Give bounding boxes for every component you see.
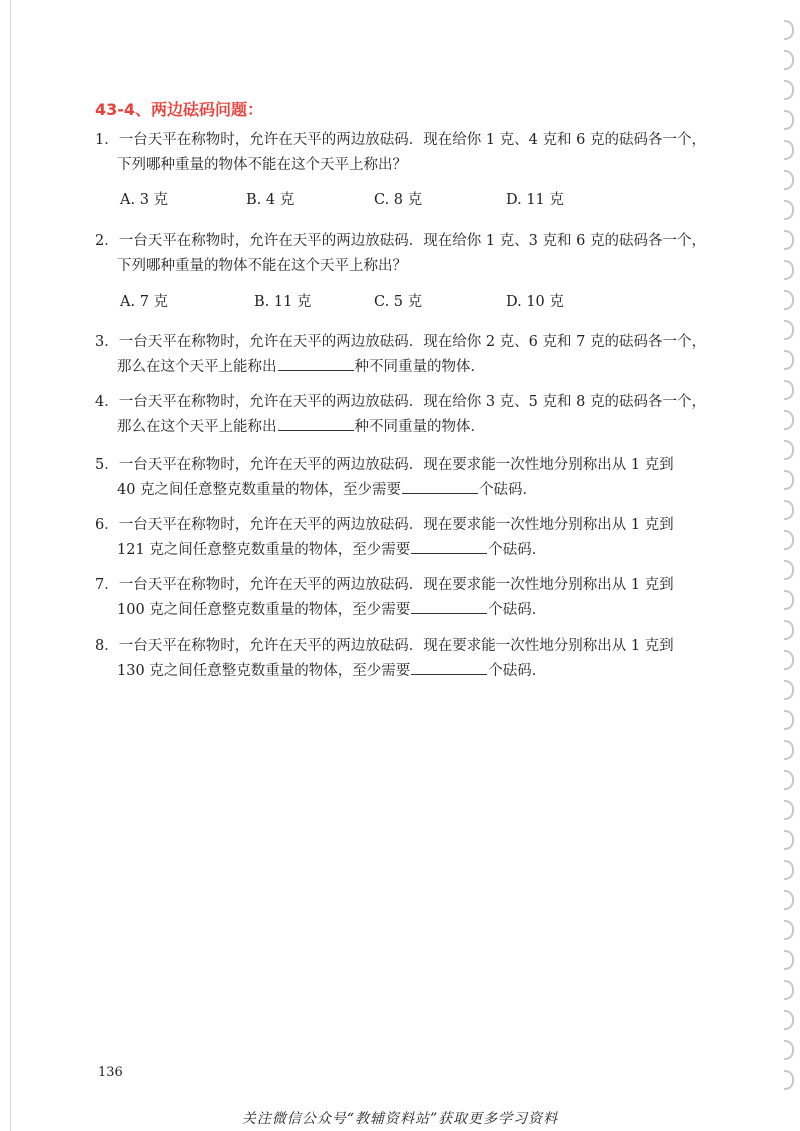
binding-ring (784, 110, 794, 130)
question-8-line1: 8．一台天平在称物时，允许在天平的两边放砝码．现在要求能一次性地分别称出从 1 克到 (95, 638, 674, 654)
answer-blank[interactable] (411, 599, 487, 614)
question-8-line2 (95, 659, 735, 684)
question-4-text-before: 那么在这个天平上能称出 (117, 419, 277, 435)
binding-ring (784, 860, 794, 880)
question-1 (95, 128, 735, 178)
question-2 (95, 229, 735, 279)
question-5-text-before: 40 克之间任意整克数重量的物体，至少需要 (117, 482, 402, 498)
binding-rings (776, 20, 794, 1100)
binding-ring (784, 950, 794, 970)
binding-ring (784, 380, 794, 400)
binding-ring (784, 440, 794, 460)
binding-ring (784, 500, 794, 520)
binding-ring (784, 1070, 794, 1090)
question-5-text-after: 个砝码． (479, 482, 538, 498)
option-d: D. 11 克 (506, 192, 564, 208)
question-4-text-after: 种不同重量的物体． (354, 419, 485, 435)
answer-blank[interactable] (402, 479, 478, 494)
binding-ring (784, 140, 794, 160)
binding-ring (784, 710, 794, 730)
option-c: C. 5 克 (374, 294, 423, 310)
question-2-line2: 下列哪种重量的物体不能在这个天平上称出？ (117, 258, 407, 274)
binding-ring (784, 410, 794, 430)
option-d: D. 10 克 (506, 294, 564, 310)
option-a: A. 7 克 (120, 294, 169, 310)
binding-ring (784, 650, 794, 670)
binding-ring (784, 920, 794, 940)
question-3 (95, 330, 735, 380)
question-4-line1: 4．一台天平在称物时，允许在天平的两边放砝码．现在给你 3 克、5 克和 8 克的砝码各一个， (95, 394, 706, 410)
question-7-text-after: 个砝码． (488, 602, 547, 618)
question-6-text-after: 个砝码． (488, 542, 547, 558)
binding-ring (784, 620, 794, 640)
binding-ring (784, 680, 794, 700)
question-7-line1: 7．一台天平在称物时，允许在天平的两边放砝码．现在要求能一次性地分别称出从 1 克到 (95, 577, 674, 593)
question-8 (95, 634, 735, 684)
binding-ring (784, 320, 794, 340)
binding-ring (784, 590, 794, 610)
binding-ring (784, 980, 794, 1000)
option-b: B. 4 克 (246, 192, 295, 208)
question-4 (95, 390, 735, 440)
question-7-line2 (95, 598, 735, 623)
question-6-line1: 6．一台天平在称物时，允许在天平的两边放砝码．现在要求能一次性地分别称出从 1 克到 (95, 517, 674, 533)
binding-ring (784, 830, 794, 850)
page-edge (10, 0, 11, 1131)
binding-ring (784, 170, 794, 190)
question-4-line2 (95, 415, 735, 440)
binding-ring (784, 800, 794, 820)
binding-ring (784, 560, 794, 580)
answer-blank[interactable] (278, 416, 354, 431)
answer-blank[interactable] (411, 539, 487, 554)
question-8-text-after: 个砝码． (488, 663, 547, 679)
binding-ring (784, 260, 794, 280)
binding-ring (784, 1010, 794, 1030)
question-2-line1: 2．一台天平在称物时，允许在天平的两边放砝码．现在给你 1 克、3 克和 6 克的砝码各一个， (95, 233, 706, 249)
binding-ring (784, 290, 794, 310)
option-c: C. 8 克 (374, 192, 423, 208)
question-7-text-before: 100 克之间任意整克数重量的物体，至少需要 (117, 602, 411, 618)
question-5-line2 (95, 478, 735, 503)
binding-ring (784, 890, 794, 910)
binding-ring (784, 230, 794, 250)
question-3-line1: 3．一台天平在称物时，允许在天平的两边放砝码．现在给你 2 克、6 克和 7 克的砝码各一个， (95, 334, 706, 350)
option-b: B. 11 克 (254, 294, 312, 310)
binding-ring (784, 80, 794, 100)
page-number: 136 (98, 1065, 123, 1080)
binding-ring (784, 740, 794, 760)
question-5-line1: 5．一台天平在称物时，允许在天平的两边放砝码．现在要求能一次性地分别称出从 1 克到 (95, 457, 674, 473)
binding-ring (784, 770, 794, 790)
question-3-text-before: 那么在这个天平上能称出 (117, 359, 277, 375)
question-3-text-after: 种不同重量的物体． (354, 359, 485, 375)
option-a: A. 3 克 (120, 192, 169, 208)
binding-ring (784, 50, 794, 70)
question-1-line1: 1．一台天平在称物时，允许在天平的两边放砝码．现在给你 1 克、4 克和 6 克的砝码各一个， (95, 132, 706, 148)
binding-ring (784, 530, 794, 550)
binding-ring (784, 200, 794, 220)
question-7 (95, 573, 735, 623)
question-5 (95, 453, 735, 503)
binding-ring (784, 470, 794, 490)
question-3-line2 (95, 355, 735, 380)
answer-blank[interactable] (278, 356, 354, 371)
binding-ring (784, 350, 794, 370)
binding-ring (784, 1040, 794, 1060)
binding-ring (784, 20, 794, 40)
question-6 (95, 513, 735, 563)
answer-blank[interactable] (411, 660, 487, 675)
question-1-line2: 下列哪种重量的物体不能在这个天平上称出？ (117, 157, 407, 173)
question-8-text-before: 130 克之间任意整克数重量的物体，至少需要 (117, 663, 411, 679)
footer-note: 关注微信公众号“教辅资料站”获取更多学习资料 (241, 1111, 559, 1127)
question-6-line2 (95, 538, 735, 563)
question-6-text-before: 121 克之间任意整克数重量的物体，至少需要 (117, 542, 411, 558)
section-title: 43-4、两边砝码问题： (95, 100, 264, 119)
